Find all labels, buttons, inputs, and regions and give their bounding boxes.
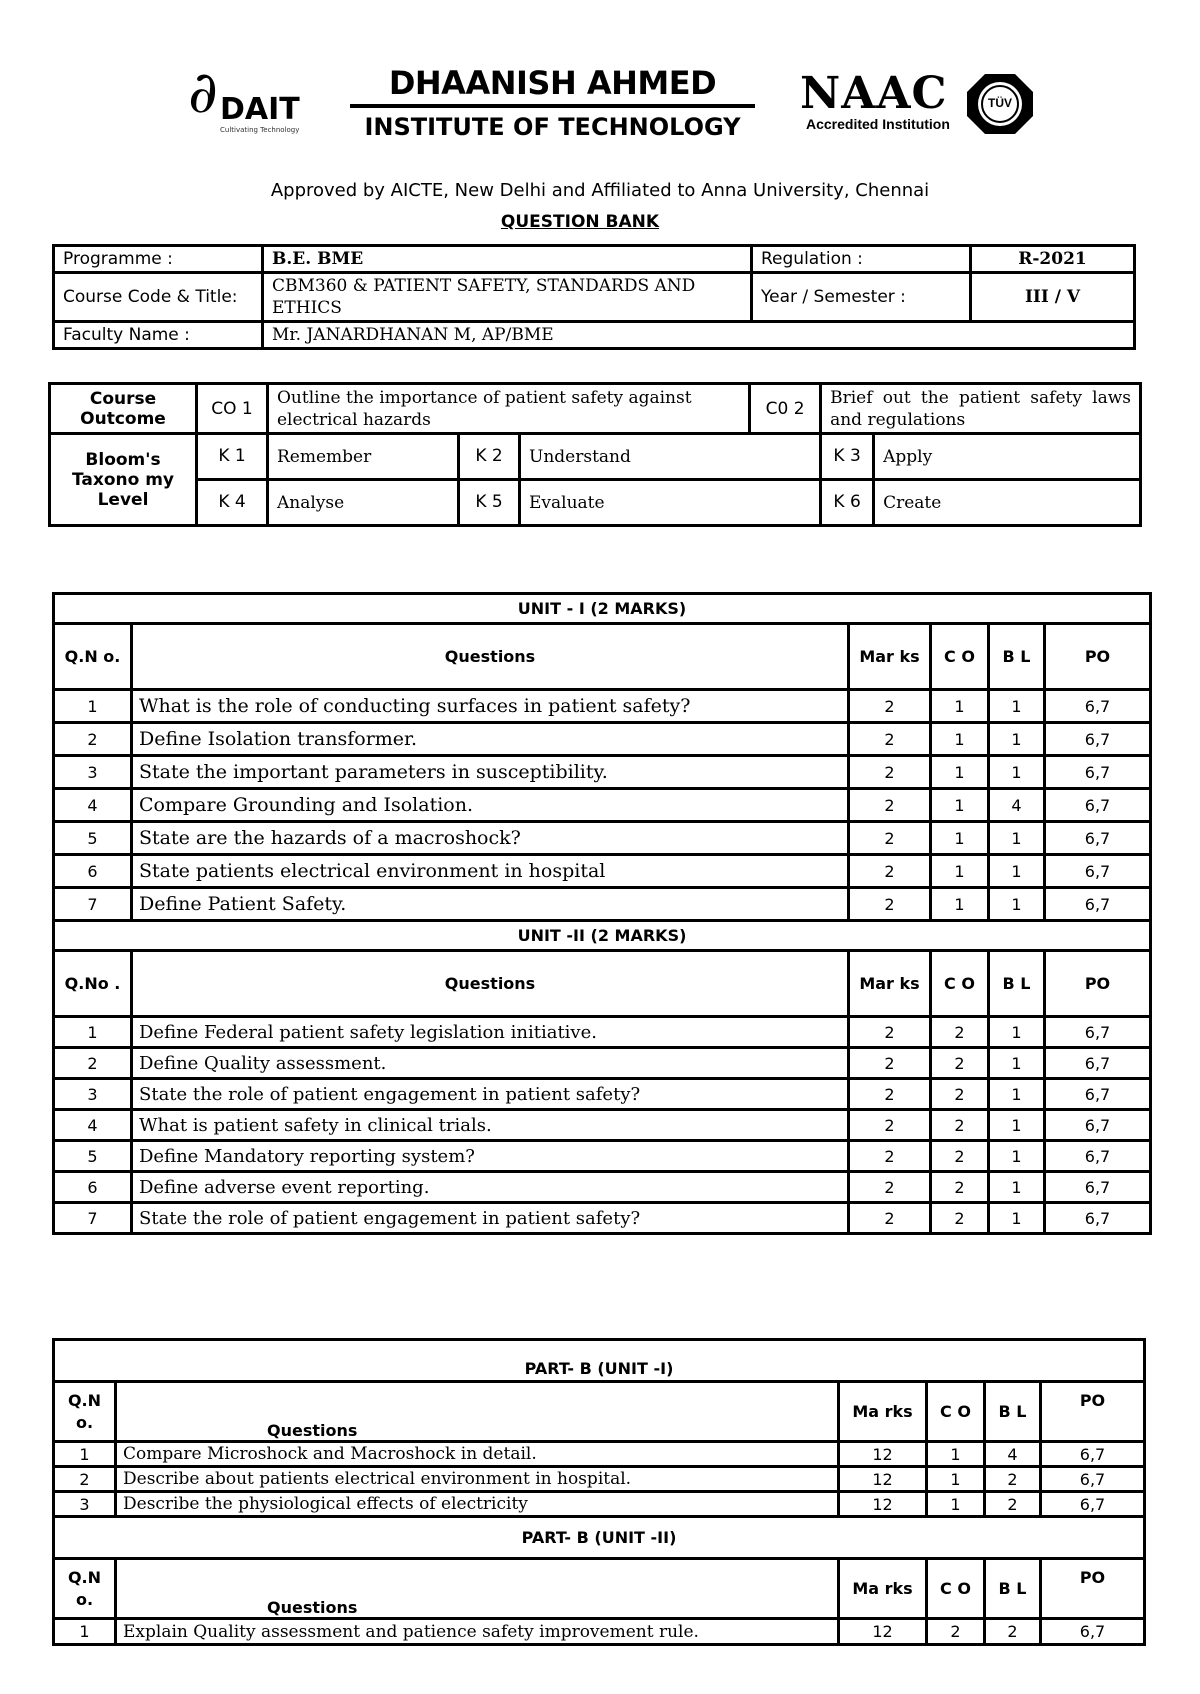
- question-bl: 1: [989, 822, 1045, 855]
- question-co: 2: [931, 1017, 989, 1048]
- question-co: 1: [931, 723, 989, 756]
- question-marks: 2: [849, 723, 931, 756]
- question-text: Define Quality assessment.: [132, 1048, 849, 1079]
- question-co: 1: [927, 1467, 985, 1492]
- year-value: III / V: [971, 273, 1135, 322]
- naac-subtitle: Accredited Institution: [806, 116, 950, 132]
- question-row: [54, 1110, 1151, 1141]
- question-po: 6,7: [1045, 1048, 1151, 1079]
- question-bl: 2: [985, 1619, 1041, 1645]
- question-row: [54, 822, 1151, 855]
- question-text: State the role of patient engagement in patient safety?: [132, 1203, 849, 1234]
- course-outcome-table: [48, 382, 1142, 527]
- question-po: 6,7: [1045, 1203, 1151, 1234]
- question-row: [54, 1492, 1145, 1517]
- question-text: Define Mandatory reporting system?: [132, 1141, 849, 1172]
- faculty-row: [54, 322, 1135, 349]
- question-marks: 2: [849, 855, 931, 888]
- faculty-label: Faculty Name :: [54, 322, 263, 349]
- question-number: 5: [54, 1141, 132, 1172]
- blooms-row-2: [50, 480, 1141, 526]
- question-row: [54, 1467, 1145, 1492]
- question-marks: 2: [849, 888, 931, 921]
- question-text: Describe about patients electrical environment in hospital.: [116, 1467, 839, 1492]
- question-number: 2: [54, 1048, 132, 1079]
- question-po: 6,7: [1045, 1110, 1151, 1141]
- question-po: 6,7: [1041, 1619, 1145, 1645]
- question-row: [54, 1619, 1145, 1645]
- question-marks: 12: [839, 1467, 927, 1492]
- document-title: QUESTION BANK: [500, 212, 660, 232]
- question-marks: 2: [849, 1079, 931, 1110]
- question-number: 3: [54, 1079, 132, 1110]
- question-number: 2: [54, 1467, 116, 1492]
- question-co: 2: [931, 1110, 989, 1141]
- question-text: Define Patient Safety.: [132, 888, 849, 921]
- question-co: 1: [931, 690, 989, 723]
- col-co: C O: [927, 1382, 985, 1442]
- question-marks: 2: [849, 756, 931, 789]
- question-co: 1: [931, 756, 989, 789]
- unit1-header-row: [54, 624, 1151, 690]
- regulation-label: Regulation :: [752, 246, 971, 273]
- question-number: 5: [54, 822, 132, 855]
- co-row: [50, 384, 1141, 434]
- col-marks: Ma rks: [839, 1559, 927, 1619]
- partb1-title: PART- B (UNIT -I): [54, 1340, 1145, 1382]
- programme-value: B.E. BME: [263, 246, 752, 273]
- question-number: 6: [54, 1172, 132, 1203]
- question-po: 6,7: [1045, 1017, 1151, 1048]
- col-questions: Questions: [116, 1559, 839, 1619]
- question-marks: 2: [849, 1110, 931, 1141]
- question-po: 6,7: [1045, 690, 1151, 723]
- course-info-table: [52, 244, 1136, 350]
- question-co: 1: [931, 822, 989, 855]
- question-number: 1: [54, 690, 132, 723]
- question-number: 1: [54, 1442, 116, 1467]
- part-a-table: [52, 592, 1152, 1235]
- question-po: 6,7: [1045, 888, 1151, 921]
- question-row: [54, 888, 1151, 921]
- question-row: [54, 690, 1151, 723]
- col-co: C O: [927, 1559, 985, 1619]
- col-bl: B L: [989, 951, 1045, 1017]
- partb2-header-row: [54, 1559, 1145, 1619]
- dait-logo: [188, 58, 318, 140]
- institute-rule: [350, 104, 755, 108]
- question-bl: 1: [989, 1141, 1045, 1172]
- question-marks: 2: [849, 1017, 931, 1048]
- blooms-code: K 3: [821, 434, 874, 480]
- question-bl: 2: [985, 1467, 1041, 1492]
- question-text: Explain Quality assessment and patience safety improvement rule.: [116, 1619, 839, 1645]
- part-b-table: [52, 1338, 1146, 1646]
- question-text: Compare Microshock and Macroshock in detail.: [116, 1442, 839, 1467]
- question-marks: 2: [849, 789, 931, 822]
- blooms-name: Analyse: [268, 480, 459, 526]
- question-text: Define Federal patient safety legislation initiative.: [132, 1017, 849, 1048]
- unit2-body: [54, 921, 1151, 1234]
- question-bl: 1: [989, 756, 1045, 789]
- col-marks: Ma rks: [839, 1382, 927, 1442]
- question-text: State are the hazards of a macroshock?: [132, 822, 849, 855]
- question-text: Compare Grounding and Isolation.: [132, 789, 849, 822]
- dait-logo-text: DAIT: [220, 92, 300, 127]
- question-text: What is the role of conducting surfaces in patient safety?: [132, 690, 849, 723]
- question-marks: 12: [839, 1492, 927, 1517]
- col-questions: Questions: [132, 624, 849, 690]
- question-number: 3: [54, 1492, 116, 1517]
- course-row: [54, 273, 1135, 322]
- question-bl: 1: [989, 723, 1045, 756]
- unit2-title: UNIT -II (2 MARKS): [54, 921, 1151, 951]
- question-number: 2: [54, 723, 132, 756]
- question-marks: 2: [849, 1172, 931, 1203]
- question-po: 6,7: [1041, 1492, 1145, 1517]
- blooms-code: K 6: [821, 480, 874, 526]
- question-marks: 2: [849, 690, 931, 723]
- course-value: CBM360 & PATIENT SAFETY, STANDARDS AND ETHICS: [263, 273, 752, 322]
- question-bl: 1: [989, 1110, 1045, 1141]
- question-bl: 1: [989, 690, 1045, 723]
- tuv-seal-icon: [965, 72, 1035, 136]
- question-co: 1: [931, 789, 989, 822]
- question-co: 2: [931, 1203, 989, 1234]
- col-po: PO: [1045, 951, 1151, 1017]
- col-qno: Q.No .: [54, 951, 132, 1017]
- partb1-body: [54, 1340, 1145, 1517]
- co1-text: Outline the importance of patient safety against electrical hazards: [268, 384, 750, 434]
- question-po: 6,7: [1045, 822, 1151, 855]
- question-co: 1: [931, 855, 989, 888]
- question-po: 6,7: [1045, 756, 1151, 789]
- faculty-value: Mr. JANARDHANAN M, AP/BME: [263, 322, 1135, 349]
- col-co: C O: [931, 624, 989, 690]
- question-bl: 4: [985, 1442, 1041, 1467]
- question-bl: 1: [989, 1203, 1045, 1234]
- col-bl: B L: [985, 1382, 1041, 1442]
- question-bl: 2: [985, 1492, 1041, 1517]
- approval-line: Approved by AICTE, New Delhi and Affiliated to Anna University, Chennai: [270, 180, 930, 201]
- question-marks: 2: [849, 1203, 931, 1234]
- question-po: 6,7: [1045, 855, 1151, 888]
- blooms-name: Apply: [874, 434, 1141, 480]
- question-text: State patients electrical environment in hospital: [132, 855, 849, 888]
- question-number: 4: [54, 789, 132, 822]
- blooms-code: K 1: [197, 434, 268, 480]
- question-marks: 12: [839, 1442, 927, 1467]
- institute-subtitle: INSTITUTE OF TECHNOLOGY: [364, 113, 741, 141]
- blooms-row-1: [50, 434, 1141, 480]
- question-co: 1: [927, 1442, 985, 1467]
- question-row: [54, 723, 1151, 756]
- blooms-code: K 5: [459, 480, 520, 526]
- question-row: [54, 1442, 1145, 1467]
- question-po: 6,7: [1045, 1079, 1151, 1110]
- col-bl: B L: [989, 624, 1045, 690]
- question-co: 2: [927, 1619, 985, 1645]
- year-label: Year / Semester :: [752, 273, 971, 322]
- question-marks: 2: [849, 822, 931, 855]
- col-qno: Q.N o.: [54, 1382, 116, 1442]
- question-bl: 1: [989, 1048, 1045, 1079]
- course-outcome-label: Course Outcome: [50, 384, 197, 434]
- col-qno: Q.N o.: [54, 624, 132, 690]
- question-co: 2: [931, 1048, 989, 1079]
- question-number: 7: [54, 1203, 132, 1234]
- question-row: [54, 1141, 1151, 1172]
- question-text: Define Isolation transformer.: [132, 723, 849, 756]
- blooms-code: K 4: [197, 480, 268, 526]
- col-marks: Mar ks: [849, 951, 931, 1017]
- question-row: [54, 1017, 1151, 1048]
- blooms-label: Bloom's Taxono my Level: [50, 434, 197, 526]
- co2-text: Brief out the patient safety laws and regulations: [821, 384, 1141, 434]
- question-co: 1: [931, 888, 989, 921]
- blooms-name: Remember: [268, 434, 459, 480]
- partb2-title: PART- B (UNIT -II): [54, 1517, 1145, 1559]
- programme-row: [54, 246, 1135, 273]
- question-row: [54, 756, 1151, 789]
- question-row: [54, 1172, 1151, 1203]
- partb2-body: [54, 1517, 1145, 1645]
- question-text: State the important parameters in susceptibility.: [132, 756, 849, 789]
- col-po: PO: [1045, 624, 1151, 690]
- question-po: 6,7: [1045, 723, 1151, 756]
- programme-label: Programme :: [54, 246, 263, 273]
- col-bl: B L: [985, 1559, 1041, 1619]
- question-bl: 1: [989, 1017, 1045, 1048]
- question-co: 2: [931, 1141, 989, 1172]
- question-bl: 1: [989, 888, 1045, 921]
- question-po: 6,7: [1045, 1172, 1151, 1203]
- question-marks: 12: [839, 1619, 927, 1645]
- question-text: What is patient safety in clinical trials.: [132, 1110, 849, 1141]
- question-text: Define adverse event reporting.: [132, 1172, 849, 1203]
- question-number: 4: [54, 1110, 132, 1141]
- col-questions: Questions: [116, 1382, 839, 1442]
- unit2-title-row: [54, 921, 1151, 951]
- question-co: 2: [931, 1079, 989, 1110]
- question-row: [54, 789, 1151, 822]
- question-text: Describe the physiological effects of electricity: [116, 1492, 839, 1517]
- blooms-name: Understand: [520, 434, 821, 480]
- course-label: Course Code & Title:: [54, 273, 263, 322]
- unit1-title-row: [54, 594, 1151, 624]
- blooms-name: Evaluate: [520, 480, 821, 526]
- col-qno: Q.N o.: [54, 1559, 116, 1619]
- question-row: [54, 1048, 1151, 1079]
- question-po: 6,7: [1045, 1141, 1151, 1172]
- question-number: 1: [54, 1017, 132, 1048]
- co2-code: C0 2: [750, 384, 821, 434]
- question-po: 6,7: [1045, 789, 1151, 822]
- regulation-value: R-2021: [971, 246, 1135, 273]
- blooms-name: Create: [874, 480, 1141, 526]
- naac-logo: NAAC: [800, 68, 948, 119]
- col-po: PO: [1041, 1382, 1145, 1442]
- question-marks: 2: [849, 1141, 931, 1172]
- question-number: 1: [54, 1619, 116, 1645]
- dait-swirl-icon: ∂: [188, 58, 218, 126]
- question-number: 7: [54, 888, 132, 921]
- question-number: 3: [54, 756, 132, 789]
- col-marks: Mar ks: [849, 624, 931, 690]
- question-number: 6: [54, 855, 132, 888]
- question-po: 6,7: [1041, 1467, 1145, 1492]
- question-bl: 1: [989, 855, 1045, 888]
- unit2-header-row: [54, 951, 1151, 1017]
- dait-logo-tagline: Cultivating Technology: [220, 126, 300, 134]
- question-bl: 4: [989, 789, 1045, 822]
- col-co: C O: [931, 951, 989, 1017]
- question-row: [54, 1079, 1151, 1110]
- question-bl: 1: [989, 1079, 1045, 1110]
- co1-code: CO 1: [197, 384, 268, 434]
- col-po: PO: [1041, 1559, 1145, 1619]
- question-marks: 2: [849, 1048, 931, 1079]
- partb2-title-row: [54, 1517, 1145, 1559]
- question-row: [54, 855, 1151, 888]
- question-co: 1: [927, 1492, 985, 1517]
- question-po: 6,7: [1041, 1442, 1145, 1467]
- col-questions: Questions: [132, 951, 849, 1017]
- institute-name: DHAANISH AHMED: [388, 64, 717, 102]
- question-row: [54, 1203, 1151, 1234]
- question-bl: 1: [989, 1172, 1045, 1203]
- question-co: 2: [931, 1172, 989, 1203]
- tuv-seal-text: TÜV: [988, 96, 1012, 110]
- blooms-code: K 2: [459, 434, 520, 480]
- partb1-title-row: [54, 1340, 1145, 1382]
- unit1-title: UNIT - I (2 MARKS): [54, 594, 1151, 624]
- question-text: State the role of patient engagement in patient safety?: [132, 1079, 849, 1110]
- unit1-body: [54, 594, 1151, 921]
- partb1-header-row: [54, 1382, 1145, 1442]
